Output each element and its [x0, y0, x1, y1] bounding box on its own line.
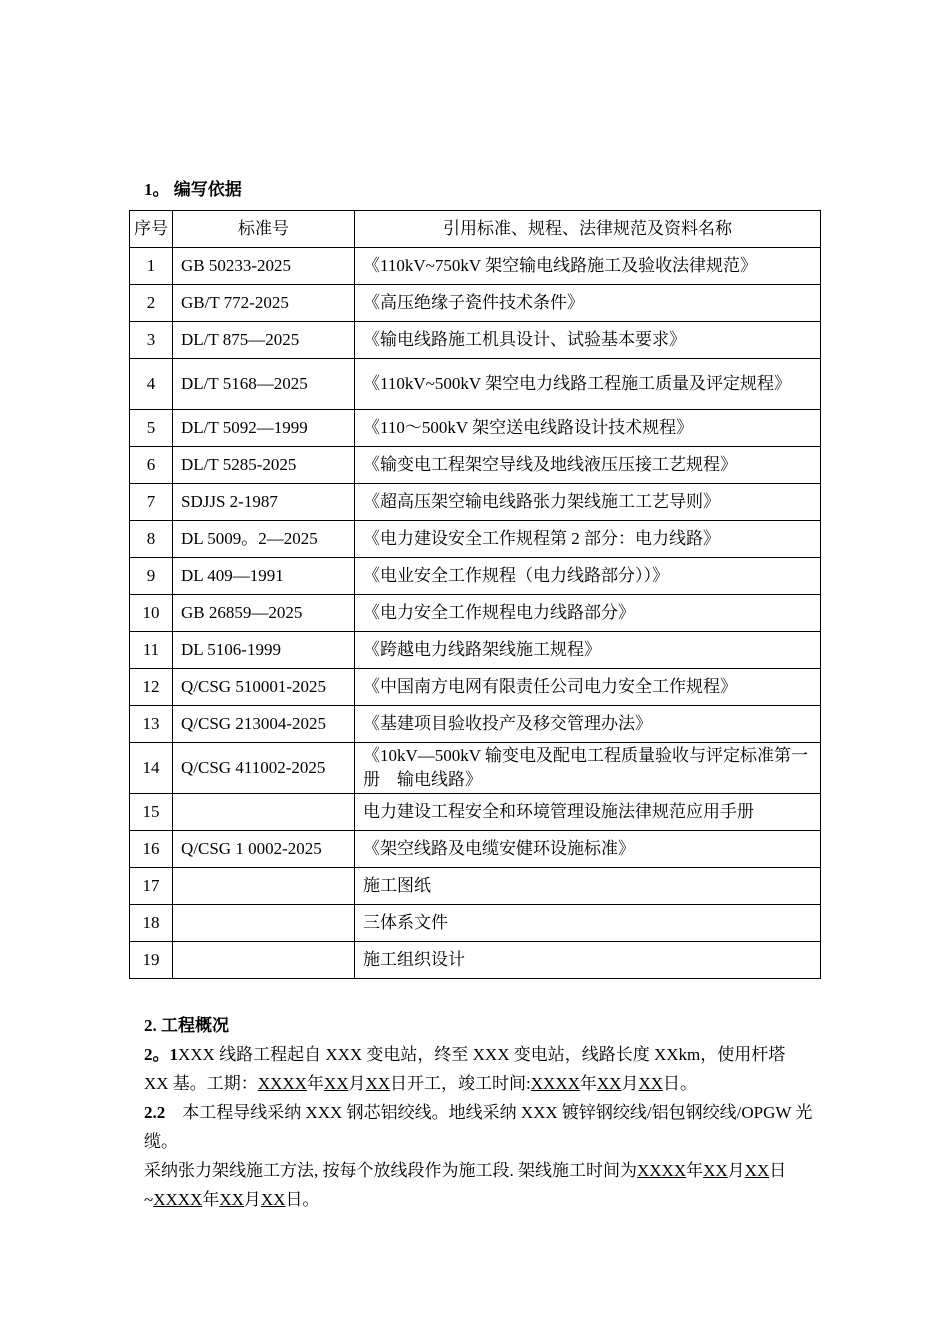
table-row [130, 558, 821, 595]
table-row [130, 743, 821, 794]
cell-no: 17 [130, 868, 173, 905]
section1-title: 1。 编写依据 [144, 180, 242, 199]
cell-code [173, 794, 355, 831]
cell-code: Q/CSG 213004-2025 [173, 706, 355, 743]
cell-code: DL/T 5285-2025 [173, 447, 355, 484]
cell-code: GB/T 772-2025 [173, 285, 355, 322]
table-row [130, 322, 821, 359]
table-row [130, 595, 821, 632]
table-row [130, 359, 821, 410]
cell-no: 2 [130, 285, 173, 322]
cell-name: 《超高压架空输电线路张力架线施工工艺导则》 [355, 484, 821, 521]
cell-no: 7 [130, 484, 173, 521]
cell-name: 《高压绝缘子瓷件技术条件》 [355, 285, 821, 322]
cell-name: 电力建设工程安全和环境管理设施法律规范应用手册 [355, 794, 821, 831]
cell-no: 13 [130, 706, 173, 743]
table-row [130, 831, 821, 868]
cell-code [173, 868, 355, 905]
cell-code: GB 26859—2025 [173, 595, 355, 632]
cell-no: 16 [130, 831, 173, 868]
cell-code: DL/T 5092—1999 [173, 410, 355, 447]
cell-code: SDJJS 2-1987 [173, 484, 355, 521]
cell-no: 10 [130, 595, 173, 632]
cell-no: 4 [130, 359, 173, 410]
table-row [130, 285, 821, 322]
cell-name: 《电力安全工作规程电力线路部分》 [355, 595, 821, 632]
cell-no: 15 [130, 794, 173, 831]
cell-code [173, 905, 355, 942]
cell-name: 《跨越电力线路架线施工规程》 [355, 632, 821, 669]
table-row [130, 410, 821, 447]
cell-name: 《电力建设安全工作规程第 2 部分：电力线路》 [355, 521, 821, 558]
paragraph-2-2: 2.2 本工程导线采纳 XXX 钢芯铝绞线。地线采纳 XXX 镀锌钢绞线/铝包钢绞线/OPGW 光缆。 [144, 1103, 813, 1151]
cell-name: 《10kV—500kV 输变电及配电工程质量验收与评定标准第一册 输电线路》 [355, 743, 821, 794]
cell-no: 8 [130, 521, 173, 558]
table-row [130, 942, 821, 979]
header-no: 序号 [130, 211, 173, 248]
cell-code: DL/T 875—2025 [173, 322, 355, 359]
cell-name: 《输变电工程架空导线及地线液压压接工艺规程》 [355, 447, 821, 484]
cell-code [173, 942, 355, 979]
cell-code: Q/CSG 510001-2025 [173, 669, 355, 706]
header-code: 标准号 [173, 211, 355, 248]
cell-name: 《110kV~750kV 架空输电线路施工及验收法律规范》 [355, 248, 821, 285]
paragraph-2-1: 2。1XXX 线路工程起自 XXX 变电站，终至 XXX 变电站，线路长度 XXkm，使用杆塔 XX 基。工期：XXXX年XX月XX日开工，竣工时间:XXXX年XX月XX日。 [144, 1045, 786, 1093]
cell-name: 《电业安全工作规程（电力线路部分））》 [355, 558, 821, 595]
table-row [130, 484, 821, 521]
table-row [130, 669, 821, 706]
paragraph-2-3: 采纳张力架线施工方法, 按每个放线段作为施工段. 架线施工时间为XXXX年XX月XX日~XXXX年XX月XX日。 [144, 1161, 787, 1209]
cell-no: 18 [130, 905, 173, 942]
table-header-row [130, 211, 821, 248]
cell-code: Q/CSG 1 0002-2025 [173, 831, 355, 868]
cell-name: 施工图纸 [355, 868, 821, 905]
cell-no: 9 [130, 558, 173, 595]
cell-code: DL 409—1991 [173, 558, 355, 595]
table-row [130, 447, 821, 484]
section2 [144, 1011, 814, 1214]
cell-no: 3 [130, 322, 173, 359]
table-row [130, 521, 821, 558]
cell-name: 《基建项目验收投产及移交管理办法》 [355, 706, 821, 743]
table-row [130, 905, 821, 942]
cell-no: 6 [130, 447, 173, 484]
cell-name: 《110kV~500kV 架空电力线路工程施工质量及评定规程》 [355, 359, 821, 410]
cell-name: 《架空线路及电缆安健环设施标准》 [355, 831, 821, 868]
cell-no: 19 [130, 942, 173, 979]
table-row [130, 632, 821, 669]
table-row [130, 794, 821, 831]
cell-code: Q/CSG 411002-2025 [173, 743, 355, 794]
cell-no: 5 [130, 410, 173, 447]
cell-name: 《110～500kV 架空送电线路设计技术规程》 [355, 410, 821, 447]
cell-code: DL 5106-1999 [173, 632, 355, 669]
cell-code: DL 5009。2—2025 [173, 521, 355, 558]
table-row [130, 706, 821, 743]
cell-name: 《输电线路施工机具设计、试验基本要求》 [355, 322, 821, 359]
table-row [130, 868, 821, 905]
section2-title: 2. 工程概况 [144, 1016, 229, 1035]
cell-name: 施工组织设计 [355, 942, 821, 979]
cell-name: 三体系文件 [355, 905, 821, 942]
cell-no: 11 [130, 632, 173, 669]
cell-name: 《中国南方电网有限责任公司电力安全工作规程》 [355, 669, 821, 706]
standards-table [129, 210, 821, 979]
table-row [130, 248, 821, 285]
cell-no: 14 [130, 743, 173, 794]
header-name: 引用标准、规程、法律规范及资料名称 [355, 211, 821, 248]
cell-no: 12 [130, 669, 173, 706]
cell-no: 1 [130, 248, 173, 285]
cell-code: DL/T 5168—2025 [173, 359, 355, 410]
cell-code: GB 50233-2025 [173, 248, 355, 285]
